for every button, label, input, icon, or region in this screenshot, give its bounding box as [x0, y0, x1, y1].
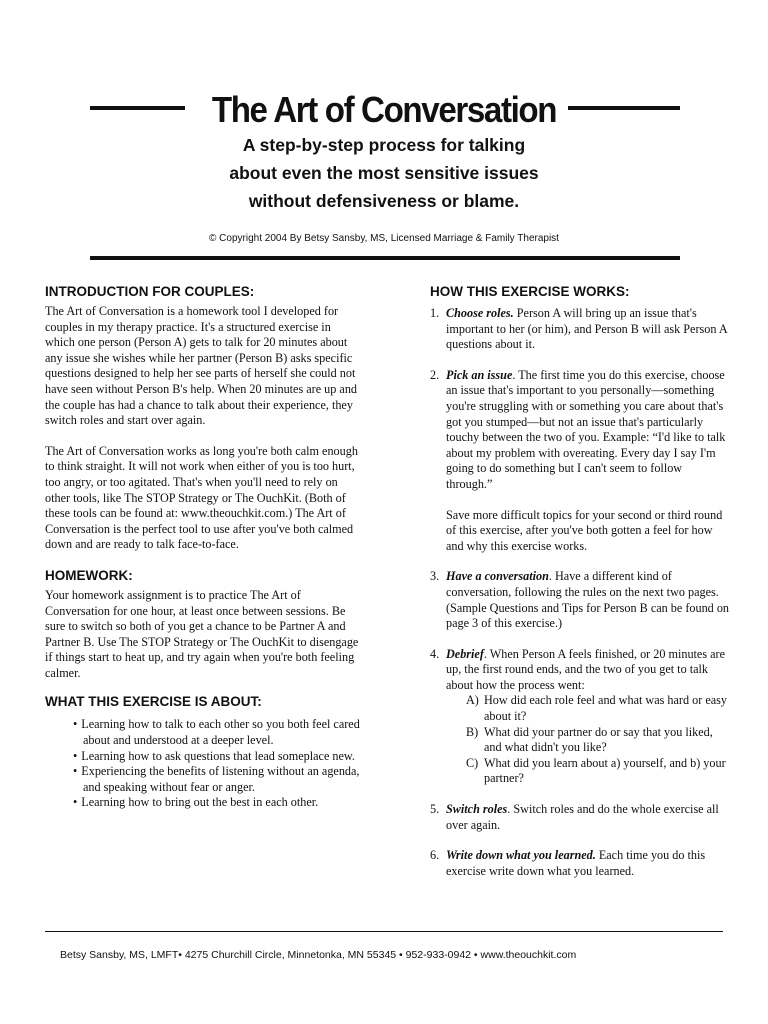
- list-item: • Learning how to talk to each other so you both feel cared about and understood at a deeper level.: [71, 717, 360, 748]
- right-column: [430, 283, 730, 894]
- header-divider: [90, 256, 680, 260]
- step-text: . The first time you do this exercise, choose an issue that's important to you personally—something you're struggling with or something you care about that's got you stumped—but not an issue that's particularly touchy between the two of you. Example: “I'd like to talk about my problem with overeating. Every day I say I'm going to do something but I can't seem to follow through.”: [446, 367, 726, 491]
- list-item: [466, 756, 730, 787]
- step-number: 6.: [430, 848, 440, 863]
- sub-letter: A): [466, 693, 479, 708]
- step-lead: Write down what you learned.: [446, 848, 596, 863]
- step-item: [430, 647, 730, 787]
- step-item: [430, 306, 730, 353]
- subtitle-line: about even the most sensitive issues: [229, 163, 539, 183]
- step-lead: Pick an issue: [446, 367, 513, 382]
- step-text: Each time you do this exercise write down what you learned.: [446, 848, 706, 878]
- step-item: [430, 368, 730, 555]
- how-heading: HOW THIS EXERCISE WORKS:: [430, 284, 630, 299]
- step-number: 3.: [430, 569, 440, 584]
- list-item: [466, 693, 730, 724]
- intro-paragraph-2: The Art of Conversation works as long you're both calm enough to think straight. It will not work when either of you is too hurt, too angry, or too agitated. That's when you'll need to rely on other tools, like The STOP Strategy or The OuchKit. (Both of these tools can be found at: www.theouchkit.com.) The Art of Conversation is the perfect tool to use after you've both calmed down and are ready to talk face-to-face.: [45, 443, 358, 552]
- step-text: Person A will bring up an issue that's important to her (or him), and Person B will ask Person A questions about it.: [446, 306, 727, 352]
- page-subtitle: [0, 131, 768, 215]
- step-lead: Choose roles.: [446, 306, 514, 320]
- debrief-sublist: [446, 693, 730, 787]
- step-item: [430, 569, 730, 631]
- step-number: 5.: [430, 802, 440, 817]
- about-heading: WHAT THIS EXERCISE IS ABOUT:: [45, 694, 262, 710]
- step-text: . When Person A feels finished, or 20 minutes are up, the first round ends, and the two of you get to talk about how the process went:: [446, 646, 726, 692]
- intro-heading: INTRODUCTION FOR COUPLES:: [45, 284, 255, 299]
- step-lead: Debrief: [446, 646, 484, 661]
- step-text-extra: Save more difficult topics for your second or third round of this exercise, after you've both gotten a feel for how and why this exercise works.: [446, 507, 723, 553]
- list-item: [466, 725, 730, 756]
- homework-heading: HOMEWORK:: [45, 567, 133, 583]
- step-number: 2.: [430, 367, 440, 382]
- subtitle-line: without defensiveness or blame.: [248, 191, 520, 211]
- sub-text: What did you learn about a) yourself, and b) your partner?: [484, 755, 726, 786]
- list-item: • Learning how to ask questions that lead someplace new.: [71, 749, 360, 765]
- page-title: The Art of Conversation: [211, 89, 557, 130]
- about-list: [45, 717, 360, 811]
- step-item: [430, 848, 730, 879]
- step-item: [430, 802, 730, 833]
- sub-text: How did each role feel and what was hard or easy about it?: [484, 693, 727, 724]
- footer-rule: [45, 931, 723, 932]
- footer-contact: Betsy Sansby, MS, LMFT• 4275 Churchill Circle, Minnetonka, MN 55345 • 952-933-0942 • www.theouchkit.com: [60, 949, 577, 961]
- step-lead: Switch roles: [446, 802, 508, 817]
- homework-paragraph: Your homework assignment is to practice The Art of Conversation for one hour, at least once between sessions. Be sure to switch so both of you get a chance to be Partner A and Partner B. Use The STOP Strategy or The OuchKit to disengage if things start to heat up, and try again when you're both feeling calmer.: [45, 587, 359, 680]
- step-text: . Switch roles and do the whole exercise all over again.: [446, 802, 719, 832]
- step-text: . Have a different kind of conversation, following the rules on the next two pages. (Sample Questions and Tips for Person B can be found on page 3 of this exercise.): [446, 569, 730, 631]
- step-lead: Have a conversation: [446, 569, 549, 584]
- step-number: 1.: [430, 306, 440, 320]
- sub-letter: C): [466, 755, 479, 770]
- step-number: 4.: [430, 646, 440, 661]
- list-item: • Learning how to bring out the best in each other.: [71, 795, 360, 811]
- steps-list: [430, 306, 730, 879]
- intro-paragraph-1: The Art of Conversation is a homework tool I developed for couples in my therapy practice. It's a structured exercise in which one person (Person A) gets to talk for 20 minutes about any issue she wishes while her partner (Person B) asks specific questions designed to help her see parts of herself she could not have seen without Person B's help. When 20 minutes are up and the couple has had a chance to talk about their experience, they switch roles and start over again.: [45, 304, 358, 428]
- sub-text: What did your partner do or say that you liked, and what didn't you like?: [484, 724, 713, 755]
- left-column: [45, 283, 360, 811]
- subtitle-line: A step-by-step process for talking: [242, 135, 526, 155]
- list-item: • Experiencing the benefits of listening without an agenda, and speaking without fear or anger.: [71, 764, 360, 795]
- sub-letter: B): [466, 724, 479, 739]
- copyright-notice: © Copyright 2004 By Betsy Sansby, MS, Licensed Marriage & Family Therapist: [209, 233, 559, 244]
